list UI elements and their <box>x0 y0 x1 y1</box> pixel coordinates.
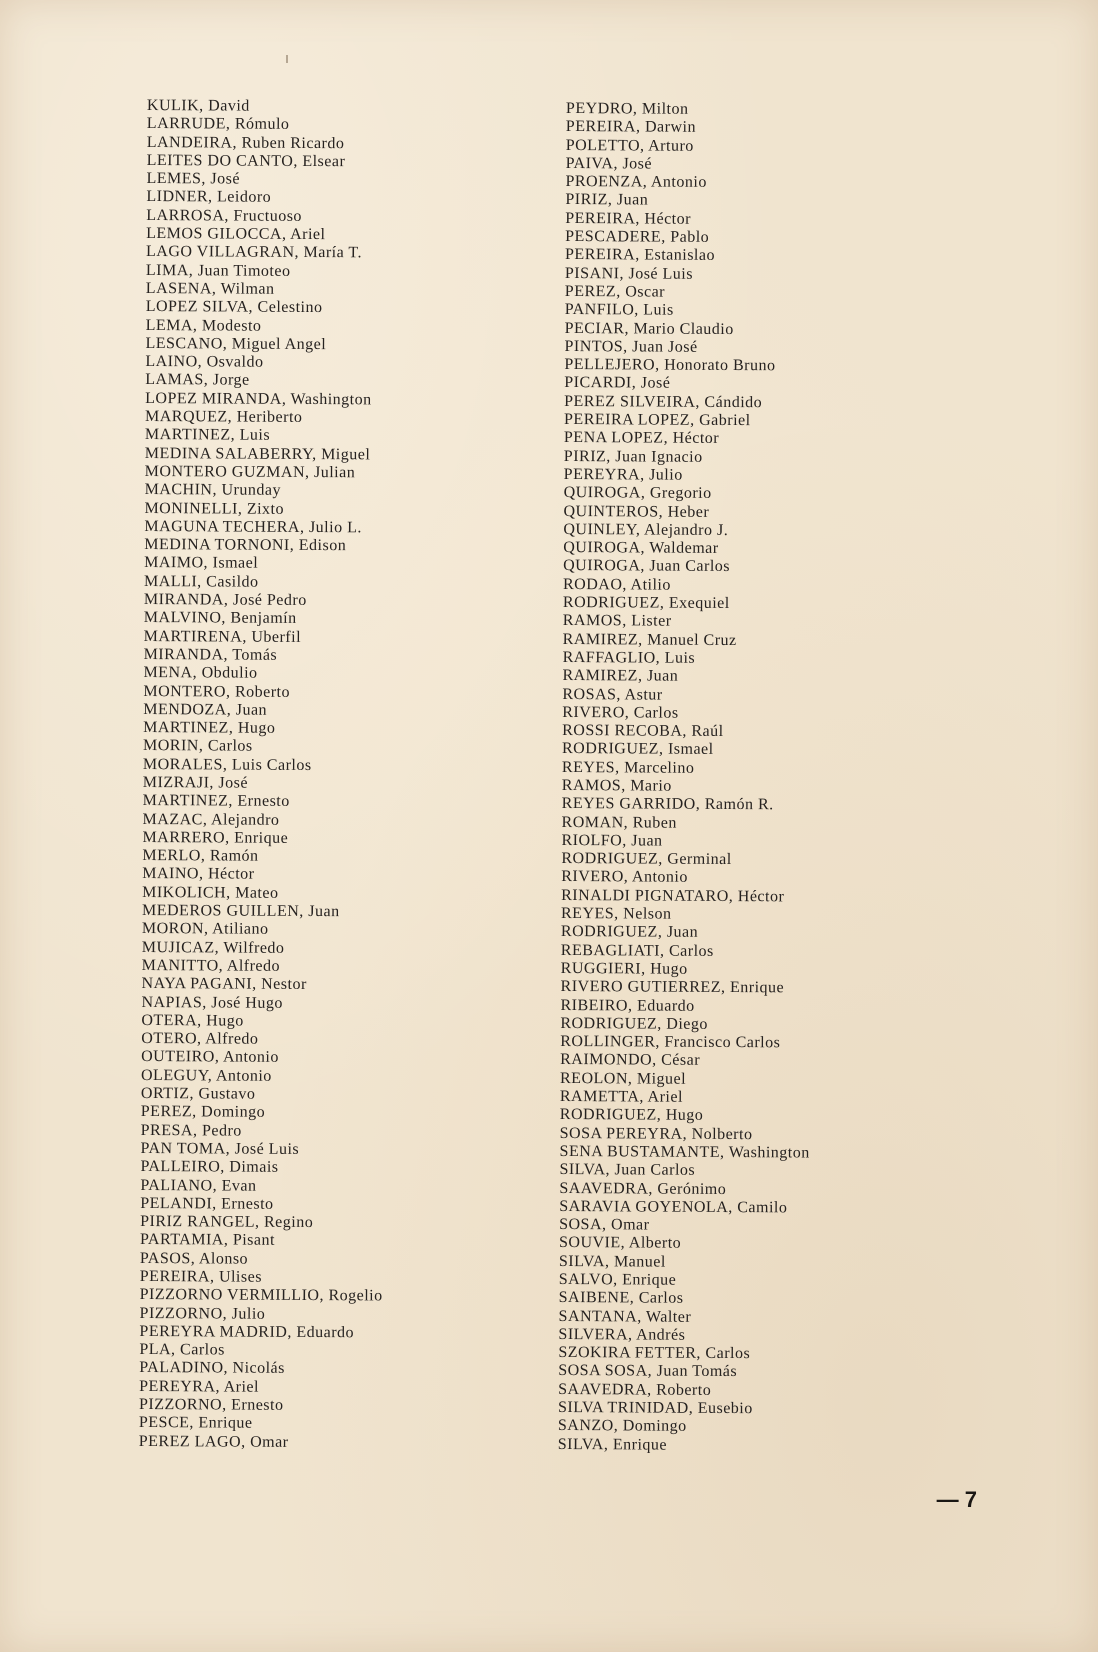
list-item: RODRIGUEZ, Hugo <box>559 1106 704 1125</box>
list-item: PELANDI, Ernesto <box>140 1194 274 1213</box>
list-item: PIRIZ, Juan <box>565 191 649 209</box>
list-item: PELLEJERO, Honorato Bruno <box>564 356 776 375</box>
name-list-left <box>139 97 390 1452</box>
list-item: REBAGLIATI, Carlos <box>560 941 714 960</box>
list-item: RAFFAGLIO, Luis <box>562 648 696 667</box>
list-item: SAAVEDRA, Gerónimo <box>559 1179 727 1198</box>
list-item: PEREYRA MADRID, Eduardo <box>139 1322 355 1342</box>
list-item: PISANI, José Luis <box>564 264 694 283</box>
list-item: RUGGIERI, Hugo <box>560 959 688 978</box>
list-item: LIMA, Juan Timoteo <box>145 261 291 280</box>
list-item: PEREYRA, Julio <box>563 465 683 484</box>
list-item: PICARDI, José <box>564 374 671 393</box>
list-item: RODRIGUEZ, Juan <box>560 923 699 942</box>
list-item: MARQUEZ, Heriberto <box>144 408 303 427</box>
list-item: MORALES, Luis Carlos <box>142 755 312 774</box>
list-item: RODRIGUEZ, Diego <box>560 1014 708 1033</box>
list-item: MENDOZA, Juan <box>143 700 268 719</box>
list-item: SANZO, Domingo <box>557 1417 687 1436</box>
list-item: PIZZORNO, Ernesto <box>138 1396 284 1414</box>
list-item: LOPEZ SILVA, Celestino <box>145 298 323 317</box>
list-item: MONTERO, Roberto <box>143 682 291 701</box>
list-item: LAINO, Osvaldo <box>145 353 264 371</box>
list-item: LEMOS GILOCCA, Ariel <box>146 225 326 244</box>
list-item: PLA, Carlos <box>139 1341 225 1359</box>
list-item: PEREZ, Oscar <box>564 282 666 301</box>
list-item: PENA LOPEZ, Héctor <box>563 429 720 448</box>
list-item: MORIN, Carlos <box>142 737 253 756</box>
list-item: SOSA SOSA, Juan Tomás <box>558 1362 738 1381</box>
list-item: PEYDRO, Milton <box>565 100 689 118</box>
list-item: ROSAS, Astur <box>562 685 663 704</box>
list-item: MAGUNA TECHERA, Julio L. <box>144 517 362 537</box>
list-item: MARTIRENA, Uberfil <box>143 627 302 646</box>
list-item: ROMAN, Ruben <box>561 813 677 832</box>
list-item: RIOLFO, Juan <box>561 831 663 850</box>
list-item: QUIROGA, Waldemar <box>563 539 719 558</box>
list-item: PIRIZ, Juan Ignacio <box>563 447 703 466</box>
list-item: PIZZORNO, Julio <box>139 1304 266 1323</box>
list-item: RIBEIRO, Eduardo <box>560 996 695 1015</box>
list-item: PASOS, Alonso <box>139 1249 249 1268</box>
list-item: SOUVIE, Alberto <box>558 1234 682 1253</box>
list-item: REOLON, Miguel <box>559 1069 687 1088</box>
list-item: LIDNER, Leidoro <box>146 188 272 207</box>
list-item: PALIANO, Evan <box>140 1176 257 1195</box>
list-item: RODAO, Atilio <box>562 575 671 594</box>
list-item: MIKOLICH, Mateo <box>142 883 279 902</box>
name-list-right <box>558 100 816 1455</box>
list-item: SAIBENE, Carlos <box>558 1289 684 1308</box>
list-item: ROLLINGER, Francisco Carlos <box>560 1033 781 1052</box>
list-item: LEMES, José <box>146 170 241 188</box>
list-item: MONINELLI, Zixto <box>144 499 285 518</box>
list-item: LARROSA, Fructuoso <box>146 206 303 225</box>
list-item: SILVA, Juan Carlos <box>559 1161 696 1180</box>
list-item: MIZRAJI, José <box>142 773 249 792</box>
list-item: ROSSI RECOBA, Raúl <box>562 722 724 741</box>
list-item: PIZZORNO VERMILLIO, Rogelio <box>139 1286 383 1305</box>
list-item: LEITES DO CANTO, Elsear <box>146 151 346 171</box>
page-number: — 7 <box>936 1487 977 1512</box>
list-item: NAPIAS, José Hugo <box>141 993 283 1012</box>
list-item: PALADINO, Nicolás <box>139 1359 285 1378</box>
list-item: MANITTO, Alfredo <box>141 956 281 975</box>
list-item: RAMETTA, Ariel <box>559 1088 684 1106</box>
list-item: LARRUDE, Rómulo <box>146 115 290 134</box>
list-item: MEDINA TORNONI, Edison <box>144 536 347 555</box>
list-item: OLEGUY, Antonio <box>140 1066 272 1085</box>
list-item: PEREZ, Domingo <box>140 1103 266 1122</box>
list-item: RIVERO, Carlos <box>562 703 679 722</box>
list-item: SANTANA, Walter <box>558 1307 692 1326</box>
list-item: LESCANO, Miguel Angel <box>145 334 327 353</box>
list-item: MAIMO, Ismael <box>144 554 259 573</box>
list-item: PEREIRA, Darwin <box>565 118 697 137</box>
list-item: LANDEIRA, Ruben Ricardo <box>146 133 345 152</box>
list-item: PAN TOMA, José Luis <box>140 1139 300 1158</box>
list-item: PARTAMIA, Pisant <box>139 1231 276 1250</box>
list-item: LASENA, Wilman <box>145 279 275 298</box>
list-item: PALLEIRO, Dimais <box>140 1158 279 1177</box>
list-item: LAMAS, Jorge <box>145 371 250 390</box>
list-item: MEDINA SALABERRY, Miguel <box>144 444 371 464</box>
list-item: SENA BUSTAMANTE, Washington <box>559 1142 810 1162</box>
list-item: PANFILO, Luis <box>564 301 674 319</box>
list-item: MARTINEZ, Hugo <box>143 719 276 737</box>
list-item: MARRERO, Enrique <box>142 828 289 847</box>
list-item: RAMIREZ, Manuel Cruz <box>562 630 737 649</box>
list-item: QUIROGA, Gregorio <box>563 484 712 503</box>
list-item: OUTEIRO, Antonio <box>141 1048 279 1067</box>
list-item: RODRIGUEZ, Exequiel <box>562 594 730 613</box>
list-item: REYES, Marcelino <box>561 758 695 777</box>
list-item: PEREIRA, Ulises <box>139 1267 263 1286</box>
list-item: MAZAC, Alejandro <box>142 810 280 829</box>
list-item: SOSA, Omar <box>559 1216 650 1234</box>
list-item: RAMOS, Mario <box>561 776 672 795</box>
print-speck <box>286 55 288 63</box>
list-item: SOSA PEREYRA, Nolberto <box>559 1124 753 1143</box>
list-item: PRESA, Pedro <box>140 1121 242 1140</box>
list-item: PIRIZ RANGEL, Regino <box>140 1213 314 1232</box>
list-item: SILVA, Enrique <box>557 1435 668 1454</box>
list-item: MENA, Obdulio <box>143 664 258 682</box>
list-item: MAINO, Héctor <box>142 865 255 884</box>
list-item: SARAVIA GOYENOLA, Camilo <box>559 1197 788 1217</box>
list-item: PESCE, Enrique <box>138 1414 253 1433</box>
list-item: RIVERO, Antonio <box>561 868 688 887</box>
list-item: RODRIGUEZ, Ismael <box>561 740 714 759</box>
list-item: ORTIZ, Gustavo <box>140 1085 256 1103</box>
list-item: RIVERO GUTIERREZ, Enrique <box>560 978 785 997</box>
list-item: OTERO, Alfredo <box>141 1030 259 1048</box>
list-item: PEREIRA, Héctor <box>565 209 692 228</box>
list-item: MEDEROS GUILLEN, Juan <box>141 902 340 921</box>
list-item: PAIVA, José <box>565 154 653 173</box>
list-item: SILVA TRINIDAD, Eusebio <box>557 1399 753 1418</box>
list-item: SILVERA, Andrés <box>558 1325 686 1344</box>
list-item: PEREIRA LOPEZ, Gabriel <box>563 411 751 430</box>
list-item: PEREZ SILVEIRA, Cándido <box>564 392 763 411</box>
list-item: RAMIREZ, Juan <box>562 667 679 685</box>
list-item: PECIAR, Mario Claudio <box>564 319 734 338</box>
list-item: RAMOS, Lister <box>562 612 672 630</box>
list-item: MIRANDA, José Pedro <box>143 591 307 610</box>
list-item: REYES, Nelson <box>560 905 672 923</box>
list-item: MORON, Atiliano <box>141 920 269 939</box>
list-item: PESCADERE, Pablo <box>565 228 710 246</box>
list-item: LEMA, Modesto <box>145 316 262 335</box>
list-item: MUJICAZ, Wilfredo <box>141 938 285 957</box>
list-item: RINALDI PIGNATARO, Héctor <box>561 886 785 906</box>
list-item: PEREZ LAGO, Omar <box>138 1432 289 1451</box>
list-item: REYES GARRIDO, Ramón R. <box>561 795 774 814</box>
list-item: MALVINO, Benjamín <box>143 609 297 628</box>
list-item: SZOKIRA FETTER, Carlos <box>558 1344 751 1363</box>
list-item: MALLI, Casildo <box>143 572 259 591</box>
list-item: PINTOS, Juan José <box>564 337 698 356</box>
list-item: QUIROGA, Juan Carlos <box>563 557 731 576</box>
list-item: RAIMONDO, César <box>560 1051 701 1070</box>
list-item: MIRANDA, Tomás <box>143 645 278 664</box>
list-item: QUINTEROS, Heber <box>563 502 710 521</box>
list-item: PROENZA, Antonio <box>565 173 707 192</box>
list-item: KULIK, David <box>146 97 250 115</box>
list-item: SALVO, Enrique <box>558 1270 677 1289</box>
list-item: LAGO VILLAGRAN, María T. <box>146 243 363 262</box>
list-item: SAAVEDRA, Roberto <box>558 1380 712 1399</box>
list-item: MACHIN, Urunday <box>144 481 282 500</box>
list-item: PEREYRA, Ariel <box>139 1377 260 1396</box>
list-item: MARTINEZ, Luis <box>144 426 271 445</box>
list-item: PEREIRA, Estanislao <box>565 246 716 265</box>
list-item: SILVA, Manuel <box>558 1252 666 1271</box>
list-item: POLETTO, Arturo <box>565 136 694 155</box>
list-item: MERLO, Ramón <box>142 847 259 865</box>
list-item: LOPEZ MIRANDA, Washington <box>145 389 372 409</box>
list-item: NAYA PAGANI, Nestor <box>141 975 307 994</box>
list-item: MONTERO GUZMAN, Julian <box>144 462 356 482</box>
list-item: MARTINEZ, Ernesto <box>142 792 290 811</box>
list-item: QUINLEY, Alejandro J. <box>563 520 729 539</box>
list-item: RODRIGUEZ, Germinal <box>561 850 732 869</box>
list-item: OTERA, Hugo <box>141 1011 244 1030</box>
